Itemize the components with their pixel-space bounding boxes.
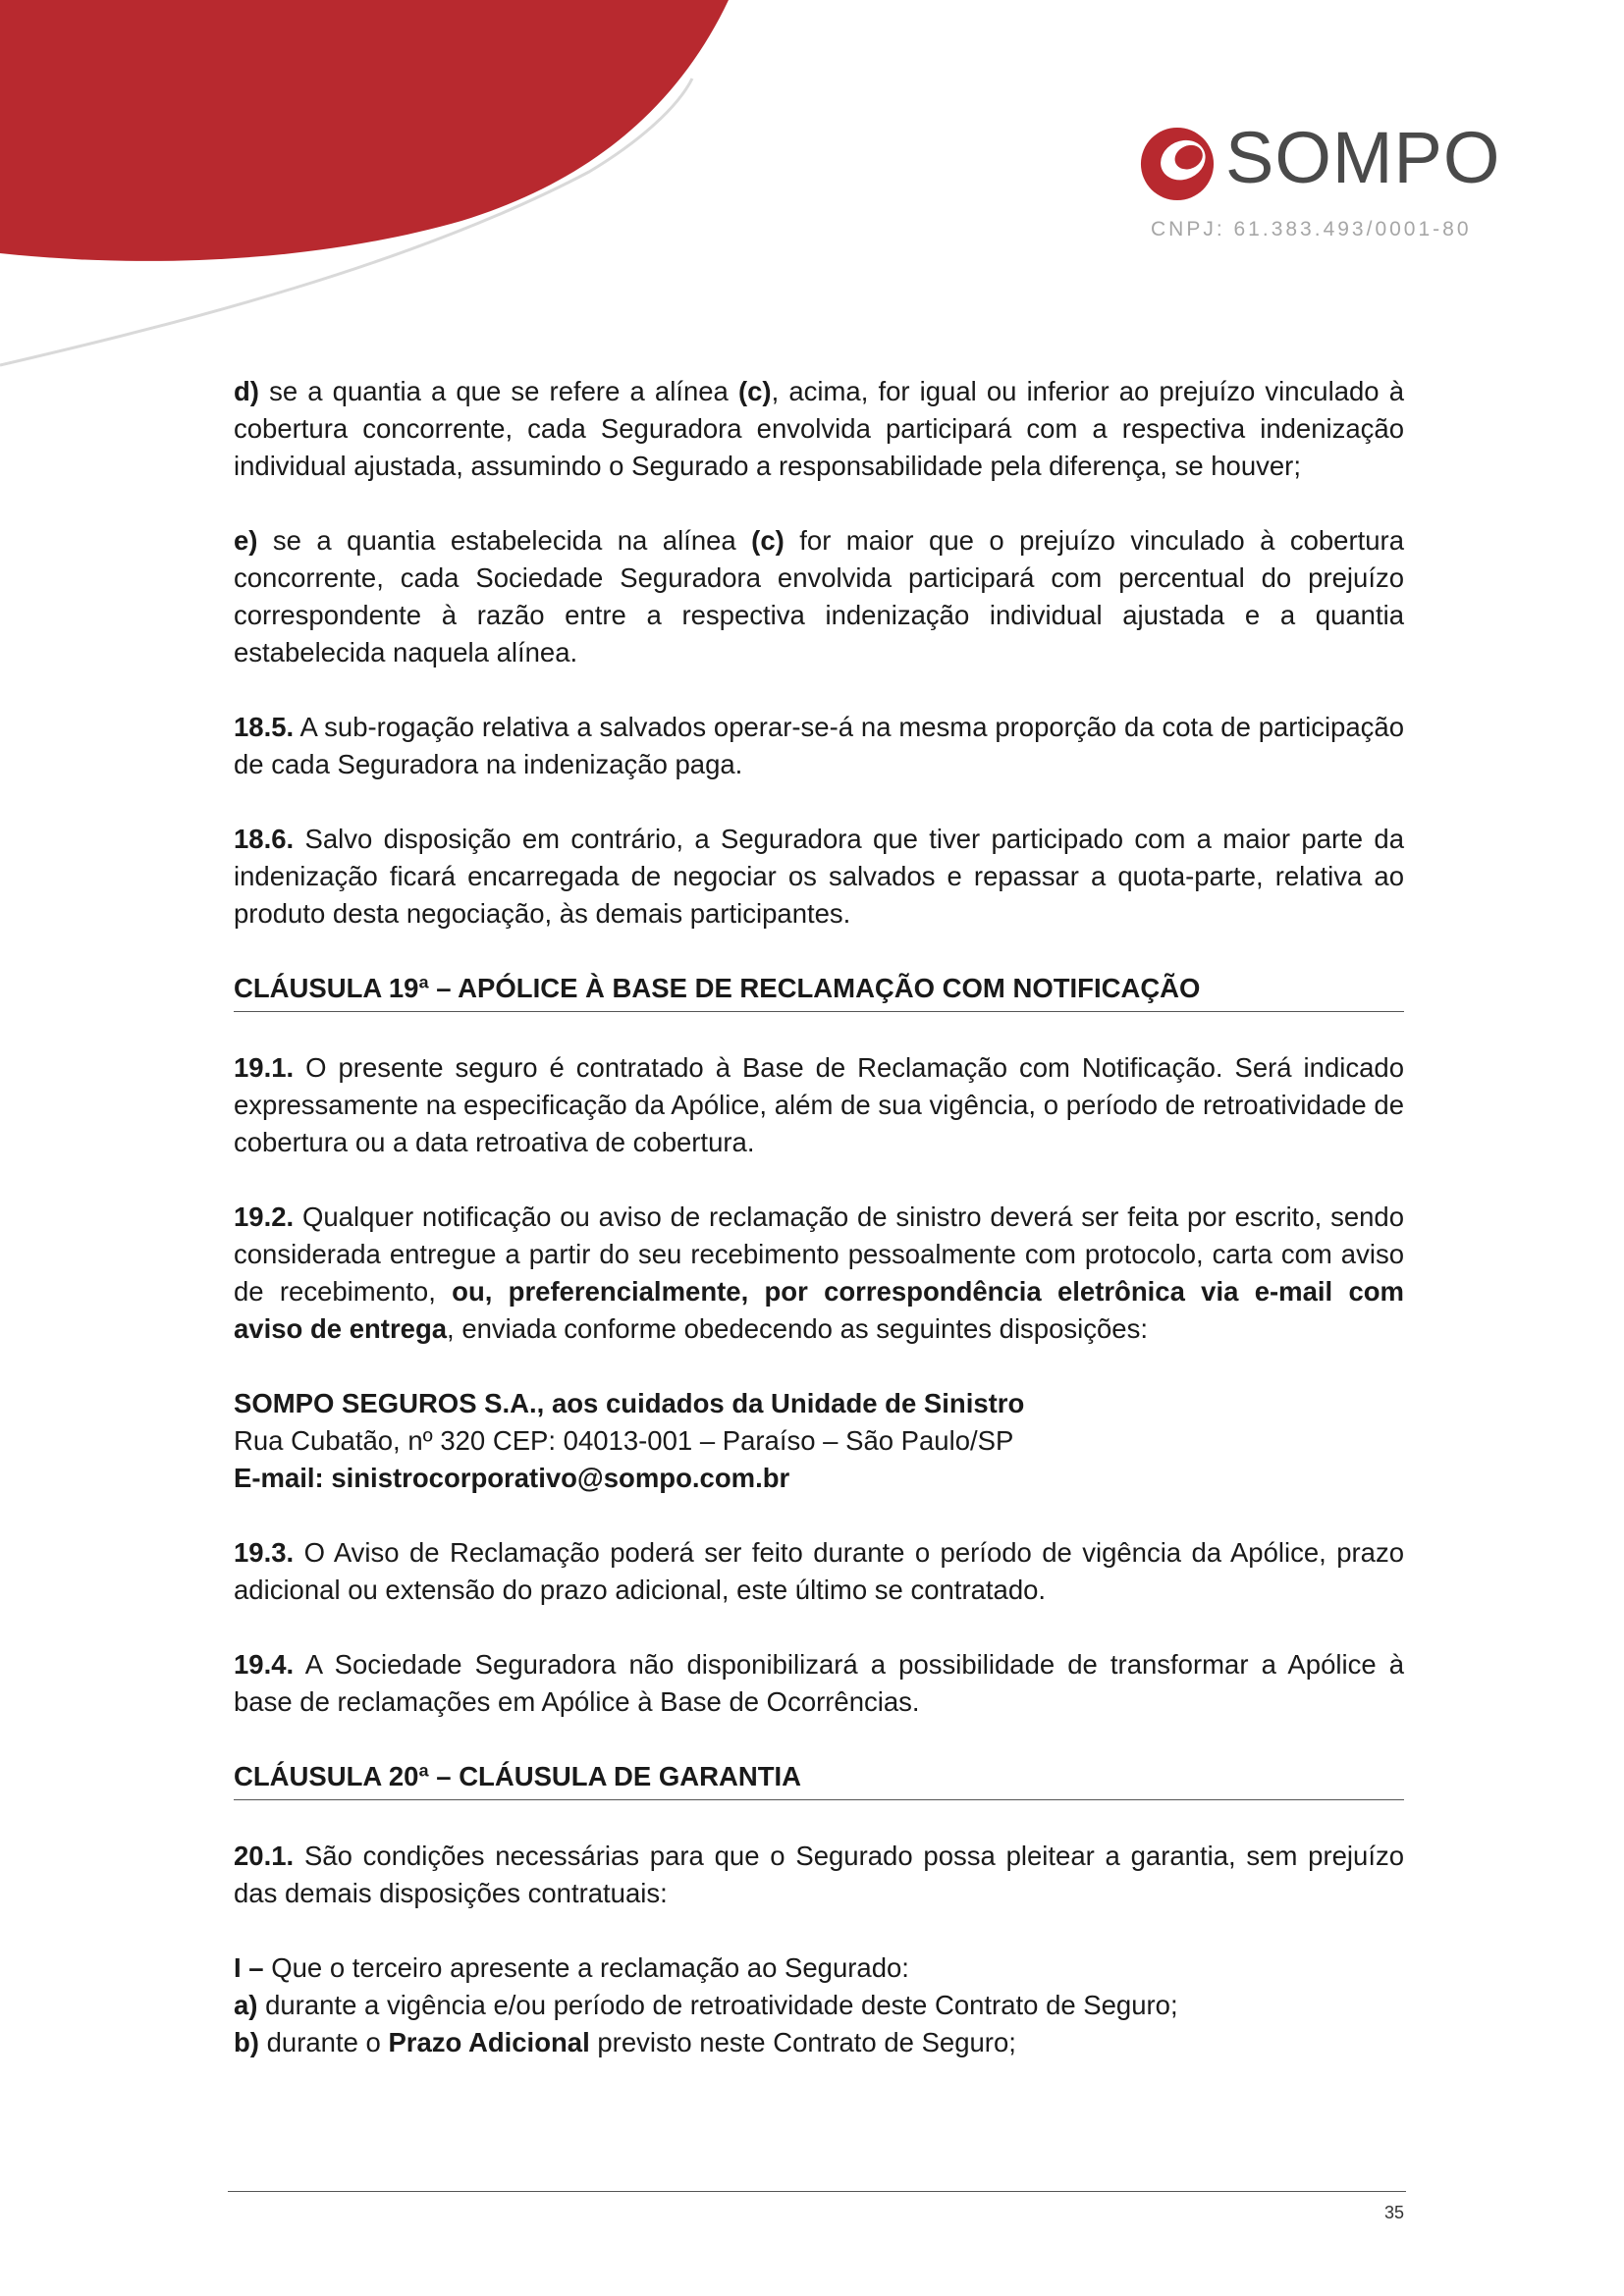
paragraph-20-1 <box>234 1838 1404 1912</box>
cnpj-text: CNPJ: 61.383.493/0001-80 <box>1151 218 1472 240</box>
list-item-b-text-1: durante o <box>258 2027 389 2057</box>
paragraph-19-4-number: 19.4. <box>234 1649 295 1680</box>
paragraph-20-1-text: São condições necessárias para que o Segurado possa pleitear a garantia, sem prejuízo das demais disposições contratuais: <box>234 1841 1404 1908</box>
list-item-a-text: durante a vigência e/ou período de retroatividade deste Contrato de Seguro; <box>257 1990 1178 2020</box>
list-item-b <box>234 2024 1404 2061</box>
paragraph-19-3 <box>234 1534 1404 1609</box>
page-number: 35 <box>1383 2203 1404 2222</box>
paragraph-e-label: e) <box>234 525 258 556</box>
paragraph-19-4 <box>234 1646 1404 1721</box>
paragraph-19-1-number: 19.1. <box>234 1052 295 1083</box>
list-item-b-bold: Prazo Adicional <box>388 2027 590 2057</box>
address-email-text: E-mail: sinistrocorporativo@sompo.com.br <box>234 1463 790 1493</box>
paragraph-19-2-text-1: Qualquer notificação ou aviso de reclamação de sinistro deverá ser feita por escrito, sendo considerada entregue a partir do seu recebimento pessoalmente com protocolo, carta com aviso de recebimento, <box>234 1201 1404 1307</box>
paragraph-e-ref: (c) <box>751 525 785 556</box>
list-item-I-label: I – <box>234 1952 264 1983</box>
paragraph-19-2-text-2: , enviada conforme obedecendo as seguintes disposições: <box>447 1313 1148 1344</box>
paragraph-18-6 <box>234 821 1404 933</box>
document-body <box>234 373 1404 2061</box>
sompo-logo-icon <box>1139 126 1216 202</box>
clause-20-title: CLÁUSULA 20ª – CLÁUSULA DE GARANTIA <box>234 1758 1404 1800</box>
sompo-logo <box>1139 116 1512 243</box>
paragraph-d-label: d) <box>234 376 259 406</box>
list-item-b-label: b) <box>234 2027 259 2057</box>
paragraph-19-3-number: 19.3. <box>234 1537 295 1568</box>
red-arc-shape <box>0 0 729 261</box>
paragraph-d <box>234 373 1404 485</box>
list-item-I <box>234 1949 1404 1987</box>
paragraph-19-1-text: O presente seguro é contratado à Base de Reclamação com Notificação. Será indicado expressamente na especificação da Apólice, além de sua vigência, o período de retroatividade de cobertura ou a data retroativa de cobertura. <box>234 1052 1404 1157</box>
paragraph-18-5-number: 18.5. <box>234 712 295 742</box>
paragraph-d-text-2: , acima, for igual ou inferior ao prejuízo vinculado à cobertura concorrente, cada Seguradora envolvida participará com a respectiva indenização individual ajustada, assumindo o Segurado a responsabilidade pela diferença, se houver; <box>234 376 1404 481</box>
paragraph-19-3-text: O Aviso de Reclamação poderá ser feito durante o período de vigência da Apólice, prazo adicional ou extensão do prazo adicional, este último se contratado. <box>234 1537 1404 1605</box>
paragraph-19-2-number: 19.2. <box>234 1201 295 1232</box>
list-item-b-text-2: previsto neste Contrato de Seguro; <box>589 2027 1016 2057</box>
paragraph-20-1-number: 20.1. <box>234 1841 295 1871</box>
paragraph-19-1 <box>234 1049 1404 1161</box>
paragraph-18-5 <box>234 709 1404 783</box>
address-company <box>234 1385 1404 1422</box>
address-email <box>234 1460 1404 1497</box>
paragraph-19-2-bold: ou, preferencialmente, por correspondência eletrônica via e-mail com aviso de entrega <box>234 1276 1404 1344</box>
paragraph-d-text-1: se a quantia a que se refere a alínea <box>258 376 738 406</box>
address-company-name: SOMPO SEGUROS S.A., aos cuidados da Unidade de Sinistro <box>234 1388 1025 1418</box>
list-item-a <box>234 1987 1404 2024</box>
brand-name: SOMPO <box>1225 117 1501 198</box>
paragraph-e <box>234 522 1404 671</box>
list-item-I-text: Que o terceiro apresente a reclamação ao Segurado: <box>263 1952 909 1983</box>
paragraph-18-5-text: A sub-rogação relativa a salvados operar-se-á na mesma proporção da cota de participação de cada Seguradora na indenização paga. <box>234 712 1404 779</box>
list-item-a-label: a) <box>234 1990 258 2020</box>
paragraph-19-4-text: A Sociedade Seguradora não disponibilizará a possibilidade de transformar a Apólice à base de reclamações em Apólice à Base de Ocorrências. <box>234 1649 1404 1717</box>
paragraph-e-text-2: for maior que o prejuízo vinculado à cobertura concorrente, cada Sociedade Seguradora envolvida participará com percentual do prejuízo correspondente à razão entre a respectiva indenização individual ajustada e a quantia estabelecida naquela alínea. <box>234 525 1404 667</box>
address-street: Rua Cubatão, nº 320 CEP: 04013-001 – Paraíso – São Paulo/SP <box>234 1425 1014 1456</box>
footer-divider <box>228 2191 1406 2192</box>
paragraph-e-text-1: se a quantia estabelecida na alínea <box>257 525 752 556</box>
paragraph-18-6-number: 18.6. <box>234 824 295 854</box>
paragraph-d-ref: (c) <box>737 376 772 406</box>
paragraph-18-6-text: Salvo disposição em contrário, a Seguradora que tiver participado com a maior parte da indenização ficará encarregada de negociar os salvados e repassar a quota-parte, relativa ao produto desta negociação, às demais participantes. <box>234 824 1404 929</box>
paragraph-19-2 <box>234 1199 1404 1348</box>
clause-19-title: CLÁUSULA 19ª – APÓLICE À BASE DE RECLAMAÇÃO COM NOTIFICAÇÃO <box>234 970 1404 1012</box>
